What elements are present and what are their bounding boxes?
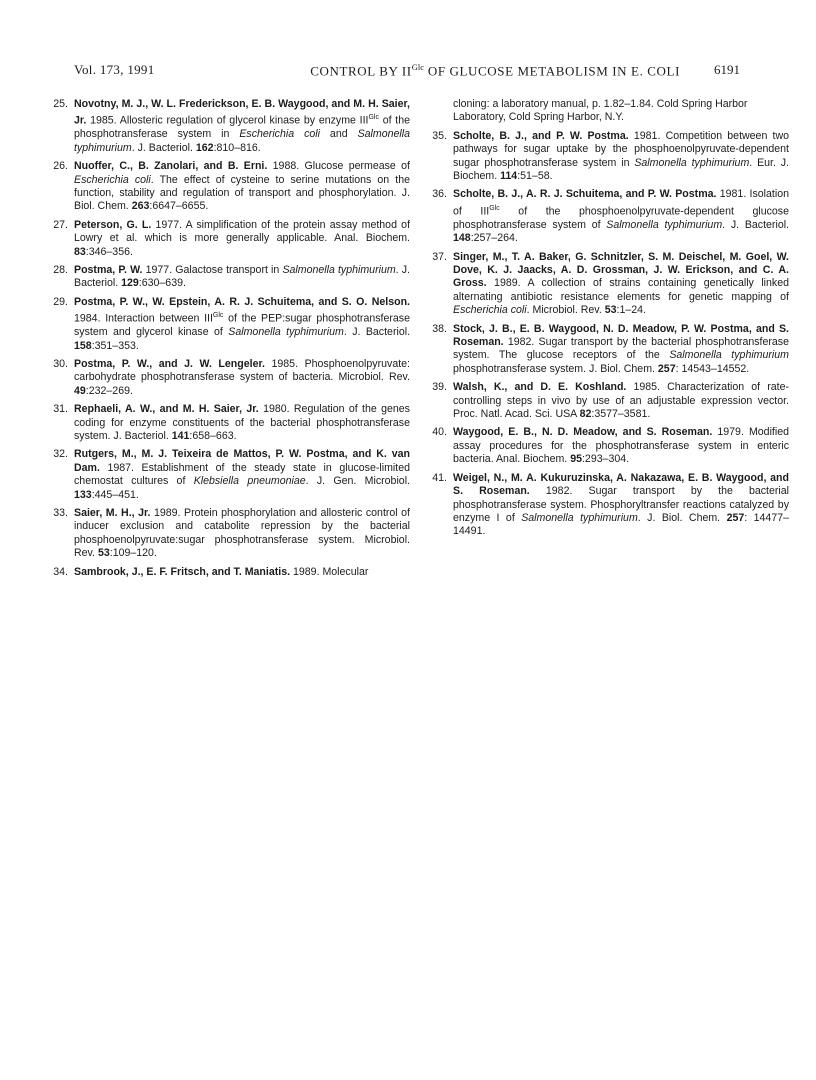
running-header: [74, 62, 740, 82]
references-right-column: [417, 98, 789, 544]
running-title: CONTROL BY $II^{Glc}$ OF GLUCOSE METABOLISM IN E. COLI: [310, 62, 680, 79]
reference-continuation: cloning: a laboratory manual, p. 1.82–1.84. Cold Spring Harbor Laboratory, Cold Spring Harbor, N.Y.: [453, 98, 748, 124]
reference-item: 33. Saier, M. H., Jr. 1989. Protein phosphorylation and allosteric control of inducer exclusion and catabolite repression by the bacterial phosphoenolpyruvate:sugar phosphotransferase system. Microbiol. Rev. 53:109–120.: [53, 507, 410, 560]
reference-item: 27. Peterson, G. L. 1977. A simplification of the protein assay method of Lowry et al. which is more generally applicable. Anal. Biochem. 83:346–356.: [53, 218, 411, 258]
reference-item: 36. Scholte, B. J., A. R. J. Schuitema, and P. W. Postma. 1981. Isolation of $III^{Glc}$ of the phosphoenolpyruvate-dependent glucose phosphotransferase system of Salmonella typhimurium. J. Bacteriol. 148:257–264.: [432, 188, 790, 245]
reference-item: 35. Scholte, B. J., and P. W. Postma. 1981. Competition between two pathways for sugar uptake by the phosphoenolpyruvate-dependent sugar phosphotransferase system in Salmonella typhimurium. Eur. J. Biochem. 114:51–58.: [432, 129, 789, 183]
reference-item: 29. Postma, P. W., W. Epstein, A. R. J. Schuitema, and S. O. Nelson. 1984. Interaction between $III^{Glc}$ of the PEP:sugar phosphotransferase system and glycerol kinase of Salmonella typhimurium. J. Bacteriol. 158:351–353.: [53, 295, 411, 352]
reference-item: 26. Nuoffer, C., B. Zanolari, and B. Erni. 1988. Glucose permease of Escherichia coli. The effect of cysteine to serine mutations on the function, stability and regulation of transport and phosphorylation. J. Biol. Chem. 263:6647–6655.: [53, 160, 410, 213]
reference-item: 32. Rutgers, M., M. J. Teixeira de Mattos, P. W. Postma, and K. van Dam. 1987. Establishment of the steady state in glucose-limited chemostat cultures of Klebsiella pneumoniae. J. Gen. Microbiol. 133:445–451.: [53, 448, 410, 501]
reference-item: 31. Rephaeli, A. W., and M. H. Saier, Jr. 1980. Regulation of the genes coding for enzyme constituents of the bacterial phosphotransferase system. J. Bacteriol. 141:658–663.: [53, 403, 410, 442]
reference-item: 38. Stock, J. B., E. B. Waygood, N. D. Meadow, P. W. Postma, and S. Roseman. 1982. Sugar transport by the bacterial phosphotransferase system. The glucose receptors of the Salmonella typhimurium phosphotransferase system. J. Biol. Chem. 257: 14543–14552.: [432, 322, 790, 375]
reference-item: 37. Singer, M., T. A. Baker, G. Schnitzler, S. M. Deischel, M. Goel, W. Dove, K. J. Jaacks, A. D. Grossman, J. W. Erickson, and C. A. Gross. 1989. A collection of strains containing genetically linked alternating antibiotic resistance elements for genetic mapping of Escherichia coli. Microbiol. Rev. 53:1–24.: [432, 250, 789, 317]
volume-label: Vol. 173, 1991: [74, 62, 155, 77]
reference-item: 28. Postma, P. W. 1977. Galactose transport in Salmonella typhimurium. J. Bacteriol. 129:630–639.: [53, 264, 410, 290]
reference-item: 34. Sambrook, J., E. F. Fritsch, and T. Maniatis. 1989. Molecular: [53, 565, 369, 578]
reference-item: 41. Weigel, N., M. A. Kukuruzinska, A. Nakazawa, E. B. Waygood, and S. Roseman. 1982. Sugar transport by the bacterial phosphotransferase system. Phosphoryltransfer reactions catalyzed by enzyme I of Salmonella typhimurium. J. Biol. Chem. 257: 14477–14491.: [432, 471, 790, 538]
reference-item: 40. Waygood, E. B., N. D. Meadow, and S. Roseman. 1979. Modified assay procedures for the phosphotransferase system in enteric bacteria. Anal. Biochem. 95:293–304.: [432, 426, 790, 466]
reference-item: 25. Novotny, M. J., W. L. Frederickson, E. B. Waygood, and M. H. Saier, Jr. 1985. Allosteric regulation of glycerol kinase by enzyme $III^{Glc}$ of the phosphotransferase system in Escherichia coli and Salmonella typhimurium. J. Bacteriol. 162:810–816.: [53, 98, 411, 154]
references-left-column: [38, 98, 410, 584]
page-number: 6191: [714, 62, 740, 77]
reference-item: 30. Postma, P. W., and J. W. Lengeler. 1985. Phosphoenolpyruvate: carbohydrate phosphotransferase system of bacteria. Microbiol. Rev. 49:232–269.: [53, 357, 410, 397]
reference-item: 39. Walsh, K., and D. E. Koshland. 1985. Characterization of rate-controlling steps in vivo by use of an adjustable expression vector. Proc. Natl. Acad. Sci. USA 82:3577–3581.: [432, 381, 789, 421]
